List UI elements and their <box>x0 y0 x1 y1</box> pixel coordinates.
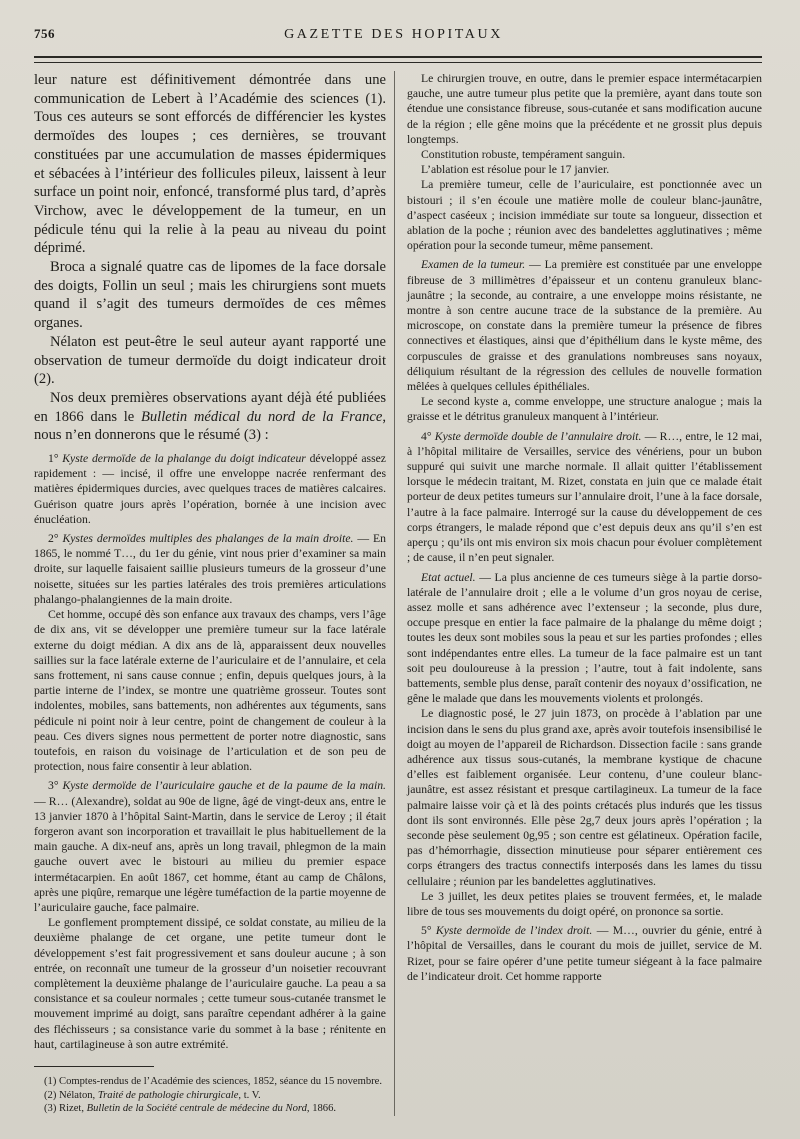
observation-number: 5° <box>421 924 436 938</box>
observation-number: 3° <box>48 779 63 793</box>
paragraph: Broca a signalé quatre cas de lipomes de la face dorsale des doigts, Follin un seul ; mais les chirurgiens sont muets quand il s’agit des tumeurs dermoïdes de ces mêmes organes. <box>34 259 386 332</box>
paragraph: Le diagnostic posé, le 27 juin 1873, on procède à l’ablation par une incision dans le sens du plus grand axe, après avoir toutefois insensibilisé le doigt au moyen de l’appareil de Richardson. Dissection facile : sans grande adhérence aux tissus sous-cutanés, la membrane kystique de chacune d’elles est faiblement organisée. Leur contenu, d’une couleur blanc-jaunâtre, est assez résistant et presque cartilagineux. La tumeur de la face palmaire laisse voir çà et là des points crétacés plus indurés que les tissus dont ils sont environnés. Elle pèse 2g,7 deux jours après l’opération ; la seconde pèse seulement 0g,95 ; son centre est gélatineux. Opération facile, pas d’hémorrhagie, dissection minutieuse pour séparer entièrement ces corps étrangers des tractus connectifs interposés dans les lames du tissu cellulaire ; réunion par les bandelettes agglutinatives. <box>407 707 762 888</box>
observation-body: — R…, entre, le 12 mai, à l’hôpital militaire de Versailles, service des vénériens, pour un bubon suppuré qui suivit une marche normale. Il allait quitter l’établissement lorsque le médecin traitant, M. Rizet, constata en juin que ce malade était porteur de deux petites tumeurs sur l’annulaire droit, l’une à la face dorsale, l’autre à la face palmaire. Interrogé sur la cause du développement de ces corps étrangers, le malade répond que c’est depuis deux ans qu’il s’en est aperçu ; qu’ils ont mis environ six mois chacun pour évoluer complètement ; de cause, il n’en peut signaler. <box>407 429 762 565</box>
observation-title: Kyste dermoïde de la phalange du doigt indicateur <box>62 452 306 466</box>
text-run: , 1866. <box>306 1103 337 1115</box>
section-title: Examen de la tumeur. <box>421 258 526 272</box>
journal-citation: Bulletin médical du nord de la France <box>140 408 383 425</box>
paragraph: L’ablation est résolue pour le 17 janvier. <box>421 163 610 177</box>
section-body: — La première est constituée par une enveloppe fibreuse de 3 millimètres d’épaisseur et un contenu granuleux blanc-jaunâtre ; la seconde, au contraire, a une enveloppe moins résistante, ne montre à son centre aucune trace de la substance de la première. Au microscope, on constate dans la première tumeur la présence de fibres connectives et élastiques, ainsi que d’épithélium dans le kyste même, des corpuscules de graisse et des granulations nombreuses sans noyaux, déliquium résultant de la régression des cellules de nouvelle formation mêlées à quelques cellules épithéliales. <box>407 258 762 394</box>
paragraph: La première tumeur, celle de l’auriculaire, est ponctionnée avec un bistouri ; il s’en écoule une matière molle de couleur blanc-jaunâtre, d’aspect caséeux ; incision immédiate sur toute sa longueur, dissection et ablation de la poche ; réunion avec des bandelettes agglutinatives ; même opération pour la seconde tumeur, même pansement. <box>407 178 762 253</box>
intro-text <box>34 71 386 445</box>
observation-number: 1° <box>48 452 63 466</box>
paragraph: Cet homme, occupé dès son enfance aux travaux des champs, vers l’âge de dix ans, vit se développer une première tumeur sur la face latérale externe du doigt médian. A dix ans de là, apparaissent deux nouvelles saillies sur la face latérale externe de l’auriculaire et de l’annulaire, et cela sans frottement, ni sans cause connue ; enfin, depuis quelques jours, à la partie interne de l’index, se montre une quatrième grosseur. Toutes sont indolentes, mobiles, sans battements, non adhérentes aux téguments, sans pédicule ni point noir à leur centre, point de changement de couleur à la peau. Ces divers signes nous permettent de porter notre diagnostic, sans toutefois, en raison du voisinage de l’articulation et de son peu de protection, nous faire consentir à leur ablation. <box>34 608 386 774</box>
section-body: — La plus ancienne de ces tumeurs siège à la partie dorso-latérale de l’annulaire droit ; elle a le volume d’un gros noyau de cerise, assez molle et sans adhérence avec l’extenseur ; la seconde, plus dure, occupe presque en entier la face palmaire de la phalange du même doigt ; toutes les deux sont mobiles sous la peau et sur les parties profondes ; elles sont indépendantes entre elles. La tumeur de la face palmaire est un tant soit peu douloureuse à la pression ; l’autre, tout à fait indolente, sans battements, semble plus dense, paraît contenir des noyaux d’ossification, ne gêne le malade que dans les mouvements violents et prolongés. <box>407 570 762 706</box>
observation-4 <box>407 429 762 566</box>
body-columns <box>34 71 762 1116</box>
paragraph: leur nature est définitivement démontrée dans une communication de Lebert à l’Académie des sciences (1). Tous ces auteurs se sont efforcés de différencier les kystes dermoïdes des loupes ; ces dernières, se trouvant constituées par une accumulation de masses épidermiques et sébacées à l’intérieur des follicules pileux, laissent à leur surface un point noir, enfoncé, transformé plus tard, d’après Virchow, avec le développement de la tumeur, en un pédicule ténu qui la relie à la peau au niveau du point déprimé. <box>34 72 386 257</box>
paragraph: Constitution robuste, tempérament sanguin. <box>421 148 626 162</box>
footnote-2 <box>34 1089 386 1103</box>
page-number: 756 <box>34 26 55 41</box>
observation-body: — R… (Alexandre), soldat au 90e de ligne, âgé de vingt-deux ans, entre le 13 janvier 1870 à l’hôpital Saint-Martin, dans le service de Leroy ; il était forgeron avant son incorporation et travaillait le plus habituellement de la main gauche. A dix-neuf ans, après un long travail, phlegmon de la main gauche ouvert avec le bistouri au milieu du premier espace intermétacarpien. En août 1867, cet homme, étant au camp de Châlons, après une piqûre, remarque une légère tuméfaction de la partie moyenne de l’auriculaire gauche, face palmaire. <box>34 794 386 914</box>
text-run: (2) Nélaton, <box>44 1089 98 1101</box>
paragraph: Le chirurgien trouve, en outre, dans le premier espace intermétacarpien gauche, une autre tumeur plus petite que la première, ayant dans toute son étendue une consistance fibreuse, sous-cutanée et sans modification aucune de la région ; elle gêne moins que la précédente et ne grossit plus depuis longtemps. <box>407 72 762 146</box>
paragraph <box>34 389 386 445</box>
page-header <box>34 26 762 48</box>
paragraph: Le second kyste a, comme enveloppe, une structure analogue ; mais la graisse et le détritus granuleux manquent à l’intérieur. <box>407 395 762 424</box>
observation-title: Kystes dermoïdes multiples des phalanges de la main droite. <box>62 532 354 546</box>
examen-section <box>407 257 762 394</box>
journal-title: GAZETTE DES HOPITAUX <box>284 27 503 42</box>
observation-1 <box>34 451 386 527</box>
paragraph: Le 3 juillet, les deux petites plaies se trouvent fermées, et, le malade libre de tous ses mouvements du doigt opéré, on prononce sa sortie. <box>407 889 762 918</box>
paragraph: Nélaton est peut-être le seul auteur ayant rapporté une observation de tumeur dermoïde du doigt indicateur droit (2). <box>34 333 386 388</box>
observation-number: 4° <box>421 429 435 443</box>
observation-body: développé assez rapidement : — incisé, il offre une enveloppe nacrée renfermant des matières épidermiques durcies, avec quelques traces de matières calcaires. Guérison quatre jours après l’opération, bornée à une incision avec énucléation. <box>34 452 386 526</box>
observation-body: — En 1865, le nommé T…, du 1er du génie, vint nous prier d’examiner sa main droite, sur laquelle faisaient saillie plusieurs tumeurs de la grosseur d’une noisette, situées sur les parties latérales des trois premières articulations phalango-phalangiennes de la main droite. <box>34 532 386 606</box>
book-title: Traité de pathologie chirurgicale <box>97 1089 239 1101</box>
observation-5 <box>407 923 762 984</box>
paragraph: Le gonflement promptement dissipé, ce soldat constate, au milieu de la deuxième phalange de cet organe, une petite tumeur dont le développement s’est fait progressivement et sans douleur aucune ; à son entrée, on reconnaît une tumeur de la grosseur d’un noisetier recouvrant complètement la deuxième phalange de l’auriculaire gauche. La peau a sa consistance et sa couleur normales ; cette tumeur sous-cutanée transmet le mouvement imprimé au doigt, sans paraître cependant adhérer à la gaine des fléchisseurs ; sa consistance varie du sommet à la base ; rénitente en haut, cartilagineuse à son autre extrémité. <box>34 916 386 1051</box>
footnote-rule <box>34 1066 154 1067</box>
section-title: Etat actuel. <box>421 570 476 584</box>
footnote-1: (1) Comptes-rendus de l’Académie des sciences, 1852, séance du 15 novembre. <box>44 1075 383 1087</box>
observation-body: — M…, ouvrier du génie, entré à l’hôpital de Versailles, dans le courant du mois de juillet, service de M. Rizet, pour se faire opérer d’une petite tumeur siégeant à la face palmaire de l’indicateur droit. Cet homme rapporte <box>407 924 762 983</box>
observation-title: Kyste dermoïde de l’index droit. <box>435 924 593 938</box>
observation-title: Kyste dermoïde de l’auriculaire gauche et de la paume de la main. <box>62 779 386 793</box>
observation-title: Kyste dermoïde double de l’annulaire droit. <box>434 429 642 443</box>
etat-section <box>407 570 762 707</box>
observations-text <box>34 451 386 1052</box>
text-run: , nous n’en donnerons que le résumé (3) : <box>34 408 386 444</box>
left-column <box>34 71 394 1116</box>
header-rule <box>34 56 762 63</box>
footnotes <box>34 1075 386 1116</box>
journal-citation: Bulletin de la Société centrale de médecine du Nord <box>86 1103 307 1115</box>
text-run: (3) Rizet, <box>44 1103 87 1115</box>
text-run: Nos deux premières observations ayant déjà été publiées en 1866 dans le <box>34 389 386 425</box>
right-column <box>394 71 762 1116</box>
text-run: , t. V. <box>238 1089 261 1101</box>
observation-2 <box>34 531 386 607</box>
observation-3 <box>34 778 386 915</box>
observation-number: 2° <box>48 532 63 546</box>
footnote-3 <box>34 1102 386 1116</box>
